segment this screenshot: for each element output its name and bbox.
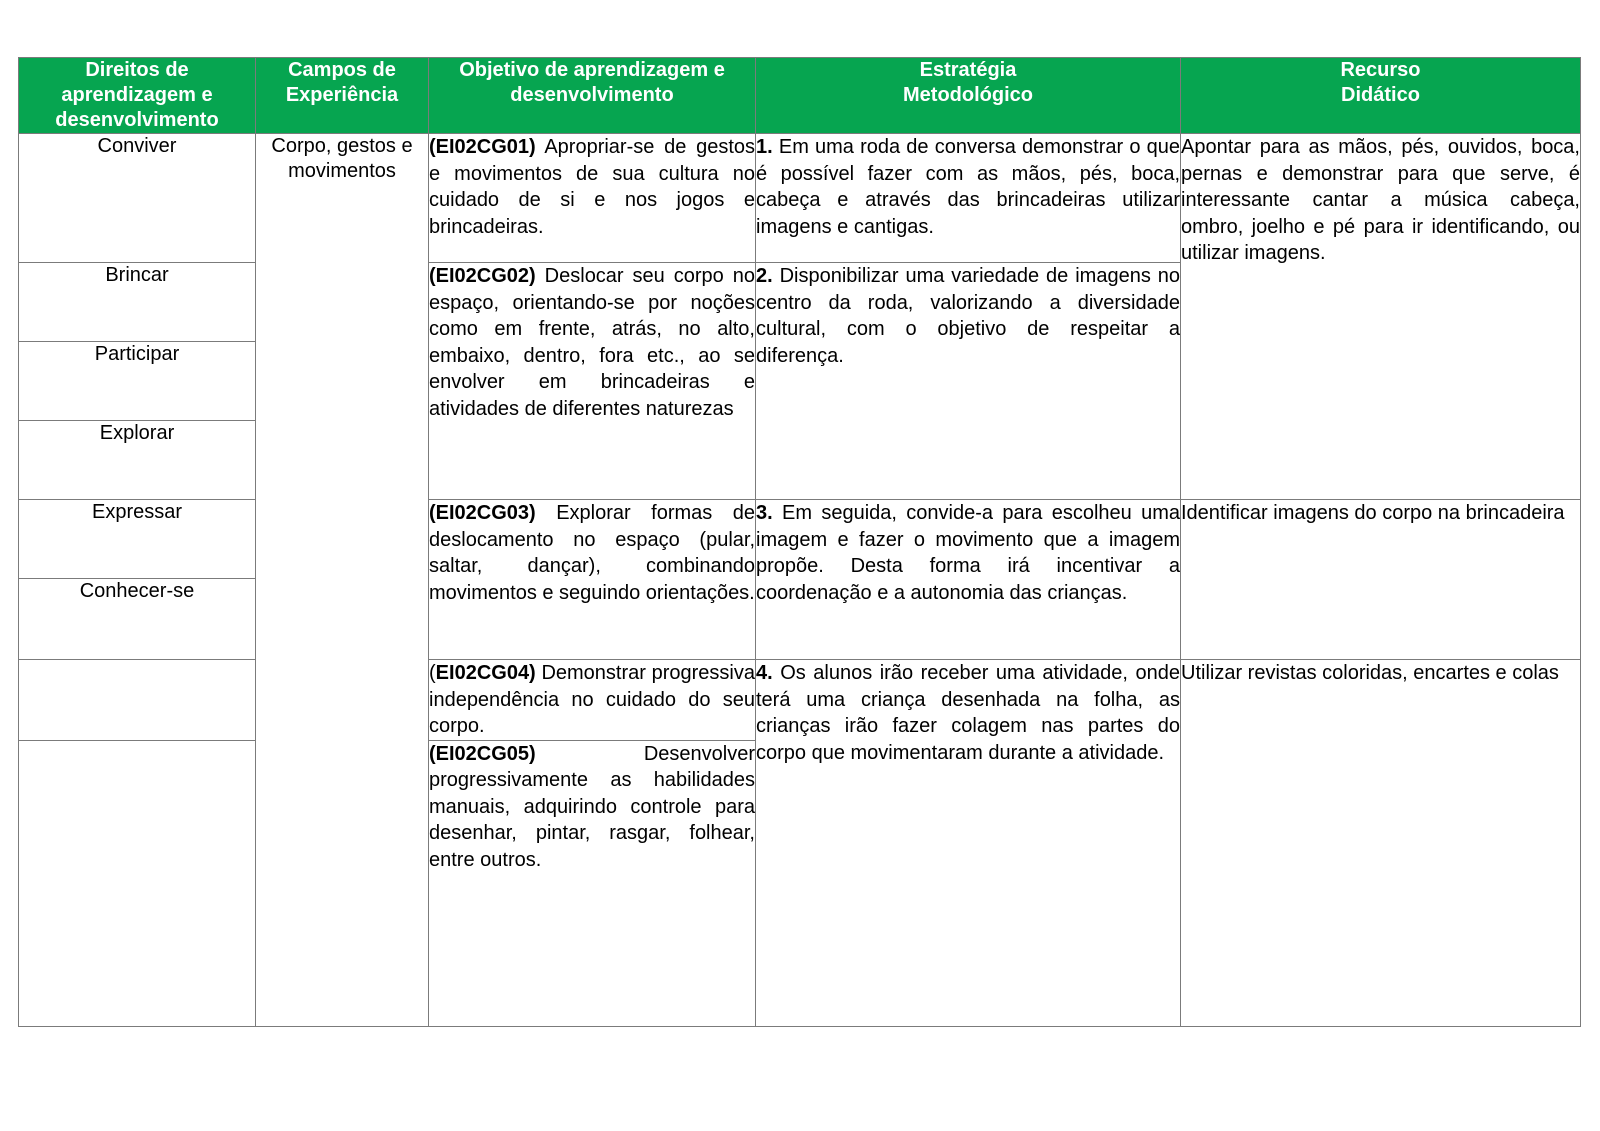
recurso-cell-3: Utilizar revistas coloridas, encartes e colas bbox=[1181, 660, 1581, 1027]
header-row bbox=[19, 58, 1581, 134]
objetivo-cell-1 bbox=[429, 134, 756, 263]
objetivo-code-4: EI02CG04) bbox=[435, 662, 536, 684]
header-line-1: Objetivo de aprendizagem e bbox=[459, 59, 725, 81]
direito-empty-1 bbox=[19, 660, 256, 741]
header-line-1: Direitos de bbox=[85, 59, 189, 81]
header-line-1: Recurso bbox=[1340, 59, 1421, 81]
estrategia-text-2: Disponibilizar uma variedade de imagens no centro da roda, valorizando a diversidade cultural, com o objetivo de respeitar a diferença. bbox=[756, 265, 1180, 367]
table-row bbox=[19, 500, 1581, 579]
objetivo-cell-3 bbox=[429, 500, 756, 660]
direito-conviver: Conviver bbox=[19, 134, 256, 263]
table-header bbox=[19, 58, 1581, 134]
table-body bbox=[19, 134, 1581, 1027]
estrategia-number-2: 2. bbox=[756, 265, 773, 287]
planning-table bbox=[18, 57, 1581, 1027]
recurso-cell-1: Apontar para as mãos, pés, ouvidos, boca, pernas e demonstrar para que serve, é interessante cantar a música cabeça, ombro, joelho e pé para ir identificando, ou utilizar imagens. bbox=[1181, 134, 1581, 500]
objetivo-text-2: Deslocar seu corpo no espaço, orientando-se por noções como em frente, atrás, no alto, embaixo, dentro, fora etc., ao se envolver em brincadeiras e atividades de diferentes naturezas bbox=[429, 265, 755, 420]
estrategia-cell-4 bbox=[756, 660, 1181, 1027]
recurso-cell-2: Identificar imagens do corpo na brincadeira bbox=[1181, 500, 1581, 660]
header-line-2: Experiência bbox=[285, 84, 399, 106]
estrategia-number-3: 3. bbox=[756, 502, 773, 524]
direito-expressar: Expressar bbox=[19, 500, 256, 579]
direito-conhecer-se: Conhecer-se bbox=[19, 579, 256, 660]
column-header-recurso bbox=[1181, 58, 1581, 134]
objetivo-cell-5 bbox=[429, 740, 756, 1026]
objetivo-code-2: (EI02CG02) bbox=[429, 265, 536, 287]
direito-explorar: Explorar bbox=[19, 421, 256, 500]
estrategia-cell-2 bbox=[756, 263, 1181, 500]
header-line-1: Campos de bbox=[288, 59, 396, 81]
header-line-1: Estratégia bbox=[919, 59, 1017, 81]
objetivo-text-4: Demonstrar progressiva independência no cuidado do seu corpo. bbox=[429, 662, 755, 737]
campo-experiencia-cell: Corpo, gestos e movimentos bbox=[256, 134, 429, 1027]
estrategia-text-1: Em uma roda de conversa demonstrar o que é possível fazer com as mãos, pés, boca, cabeça e através das brincadeiras utilizar imagens e cantigas. bbox=[756, 136, 1180, 238]
estrategia-cell-3 bbox=[756, 500, 1181, 660]
direito-brincar: Brincar bbox=[19, 263, 256, 342]
objetivo-cell-4 bbox=[429, 660, 756, 741]
objetivo-cell-2 bbox=[429, 263, 756, 500]
objetivo-text-3: Explorar formas de deslocamento no espaço (pular, saltar, dançar), combinando movimentos e seguindo orientações. bbox=[429, 502, 755, 604]
column-header-campos bbox=[256, 58, 429, 134]
header-line-3: desenvolvimento bbox=[55, 109, 219, 131]
objetivo-code-5: (EI02CG05) bbox=[429, 742, 536, 765]
direito-empty-2 bbox=[19, 740, 256, 1026]
objetivo-code-1: (EI02CG01) bbox=[429, 136, 536, 158]
estrategia-text-3: Em seguida, convide-a para escolheu uma imagem e fazer o movimento que a imagem propõe. Desta forma irá incentivar a coordenação e a autonomia das crianças. bbox=[756, 502, 1180, 604]
estrategia-number-1: 1. bbox=[756, 136, 773, 158]
column-header-direitos bbox=[19, 58, 256, 134]
column-header-estrategia bbox=[756, 58, 1181, 134]
table-row bbox=[19, 660, 1581, 741]
column-header-objetivo bbox=[429, 58, 756, 134]
objetivo-paren-4: ( bbox=[429, 662, 436, 684]
estrategia-cell-1 bbox=[756, 134, 1181, 263]
header-line-2: aprendizagem e bbox=[61, 84, 213, 106]
header-line-2: Didático bbox=[1341, 84, 1420, 106]
direito-participar: Participar bbox=[19, 342, 256, 421]
objetivo-code-3: (EI02CG03) bbox=[429, 502, 536, 524]
table-row bbox=[19, 134, 1581, 263]
objetivo-text-5: Desenvolver progressivamente as habilidades manuais, adquirindo controle para desenhar, pintar, rasgar, folhear, entre outros. bbox=[429, 742, 755, 871]
header-line-2: Metodológico bbox=[903, 84, 1033, 106]
estrategia-number-4: 4. bbox=[756, 662, 773, 684]
objetivo-text-1: Apropriar-se de gestos e movimentos de sua cultura no cuidado de si e nos jogos e brincadeiras. bbox=[429, 136, 755, 238]
estrategia-text-4: Os alunos irão receber uma atividade, onde terá uma criança desenhada na folha, as crianças irão fazer colagem nas partes do corpo que movimentaram durante a atividade. bbox=[756, 662, 1180, 764]
header-line-2: desenvolvimento bbox=[510, 84, 674, 106]
